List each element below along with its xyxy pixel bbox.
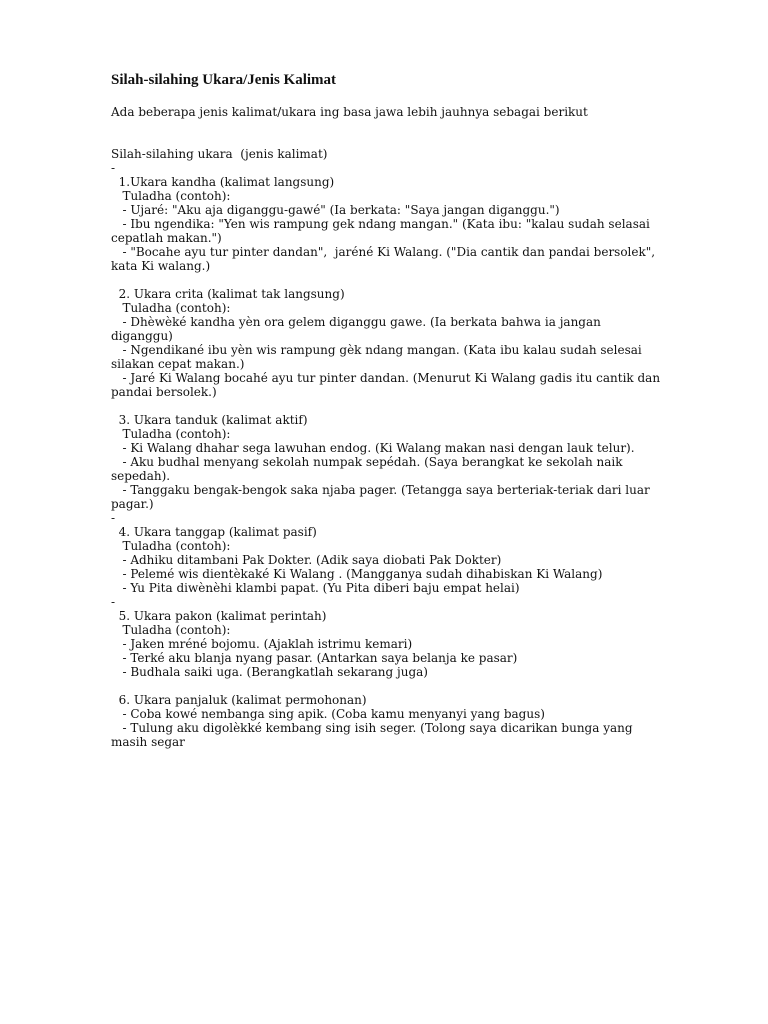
text-line: kata Ki walang.) [111,259,211,273]
document-title: Silah-silahing Ukara/Jenis Kalimat [111,72,337,88]
text-line: Tuladha (contoh): [111,623,231,637]
text-line: - Coba kowé nembanga sing apik. (Coba kamu menyanyi yang bagus) [111,707,545,721]
text-line: Tuladha (contoh): [111,301,231,315]
document-page [111,71,671,749]
text-line: - Yu Pita diwènèhi klambi papat. (Yu Pita diberi baju empat helai) [111,581,520,595]
text-line: - Dhèwèké kandha yèn ora gelem diganggu gawe. (Ia berkata bahwa ia jangan [111,315,601,329]
blank-line [111,399,671,413]
text-line: Silah-silahing ukara (jenis kalimat) [111,147,328,161]
text-line: 3. Ukara tanduk (kalimat aktif) [111,413,308,427]
document-body [111,147,671,749]
text-line: masih segar [111,735,185,749]
text-line: - Aku budhal menyang sekolah numpak sepédah. (Saya berangkat ke sekolah naik [111,455,623,469]
blank-line [111,679,671,693]
text-line: - Tulung aku digolèkké kembang sing isih seger. (Tolong saya dicarikan bunga yang [111,721,633,735]
text-line: pagar.) [111,497,154,511]
text-line: - [111,595,116,609]
text-line: 5. Ukara pakon (kalimat perintah) [111,609,327,623]
text-line: - Budhala saiki uga. (Berangkatlah sekarang juga) [111,665,428,679]
text-line: - Tanggaku bengak-bengok saka njaba pager. (Tetangga saya berteriak-teriak dari luar [111,483,650,497]
text-line: - "Bocahe ayu tur pinter dandan", jaréné Ki Walang. ("Dia cantik dan pandai bersolek", [111,245,656,259]
text-line: - Jaken mréné bojomu. (Ajaklah istrimu kemari) [111,637,413,651]
text-line: - Ngendikané ibu yèn wis rampung gèk ndang mangan. (Kata ibu kalau sudah selesai [111,343,642,357]
text-line: - Pelemé wis dientèkaké Ki Walang . (Mangganya sudah dihabiskan Ki Walang) [111,567,603,581]
text-line: 2. Ukara crita (kalimat tak langsung) [111,287,345,301]
text-line: sepedah). [111,469,171,483]
text-line: - Adhiku ditambani Pak Dokter. (Adik saya diobati Pak Dokter) [111,553,502,567]
text-line: - Terké aku blanja nyang pasar. (Antarkan saya belanja ke pasar) [111,651,518,665]
text-line: - [111,161,116,175]
text-line: silakan cepat makan.) [111,357,245,371]
text-line: pandai bersolek.) [111,385,217,399]
text-line: - Ibu ngendika: "Yen wis rampung gek ndang mangan." (Kata ibu: "kalau sudah selasai [111,217,650,231]
text-line: cepatlah makan.") [111,231,222,245]
text-line: diganggu) [111,329,173,343]
text-line: 4. Ukara tanggap (kalimat pasif) [111,525,317,539]
text-line: - Ki Walang dhahar sega lawuhan endog. (Ki Walang makan nasi dengan lauk telur). [111,441,635,455]
document-intro: Ada beberapa jenis kalimat/ukara ing basa jawa lebih jauhnya sebagai berikut [111,105,588,119]
text-line: Tuladha (contoh): [111,427,231,441]
text-line: Tuladha (contoh): [111,539,231,553]
text-line: 1.Ukara kandha (kalimat langsung) [111,175,335,189]
text-line: - Jaré Ki Walang bocahé ayu tur pinter dandan. (Menurut Ki Walang gadis itu cantik dan [111,371,661,385]
text-line: Tuladha (contoh): [111,189,231,203]
text-line: - [111,511,116,525]
blank-line [111,273,671,287]
text-line: - Ujaré: "Aku aja diganggu-gawé" (Ia berkata: "Saya jangan diganggu.") [111,203,560,217]
text-line: 6. Ukara panjaluk (kalimat permohonan) [111,693,367,707]
